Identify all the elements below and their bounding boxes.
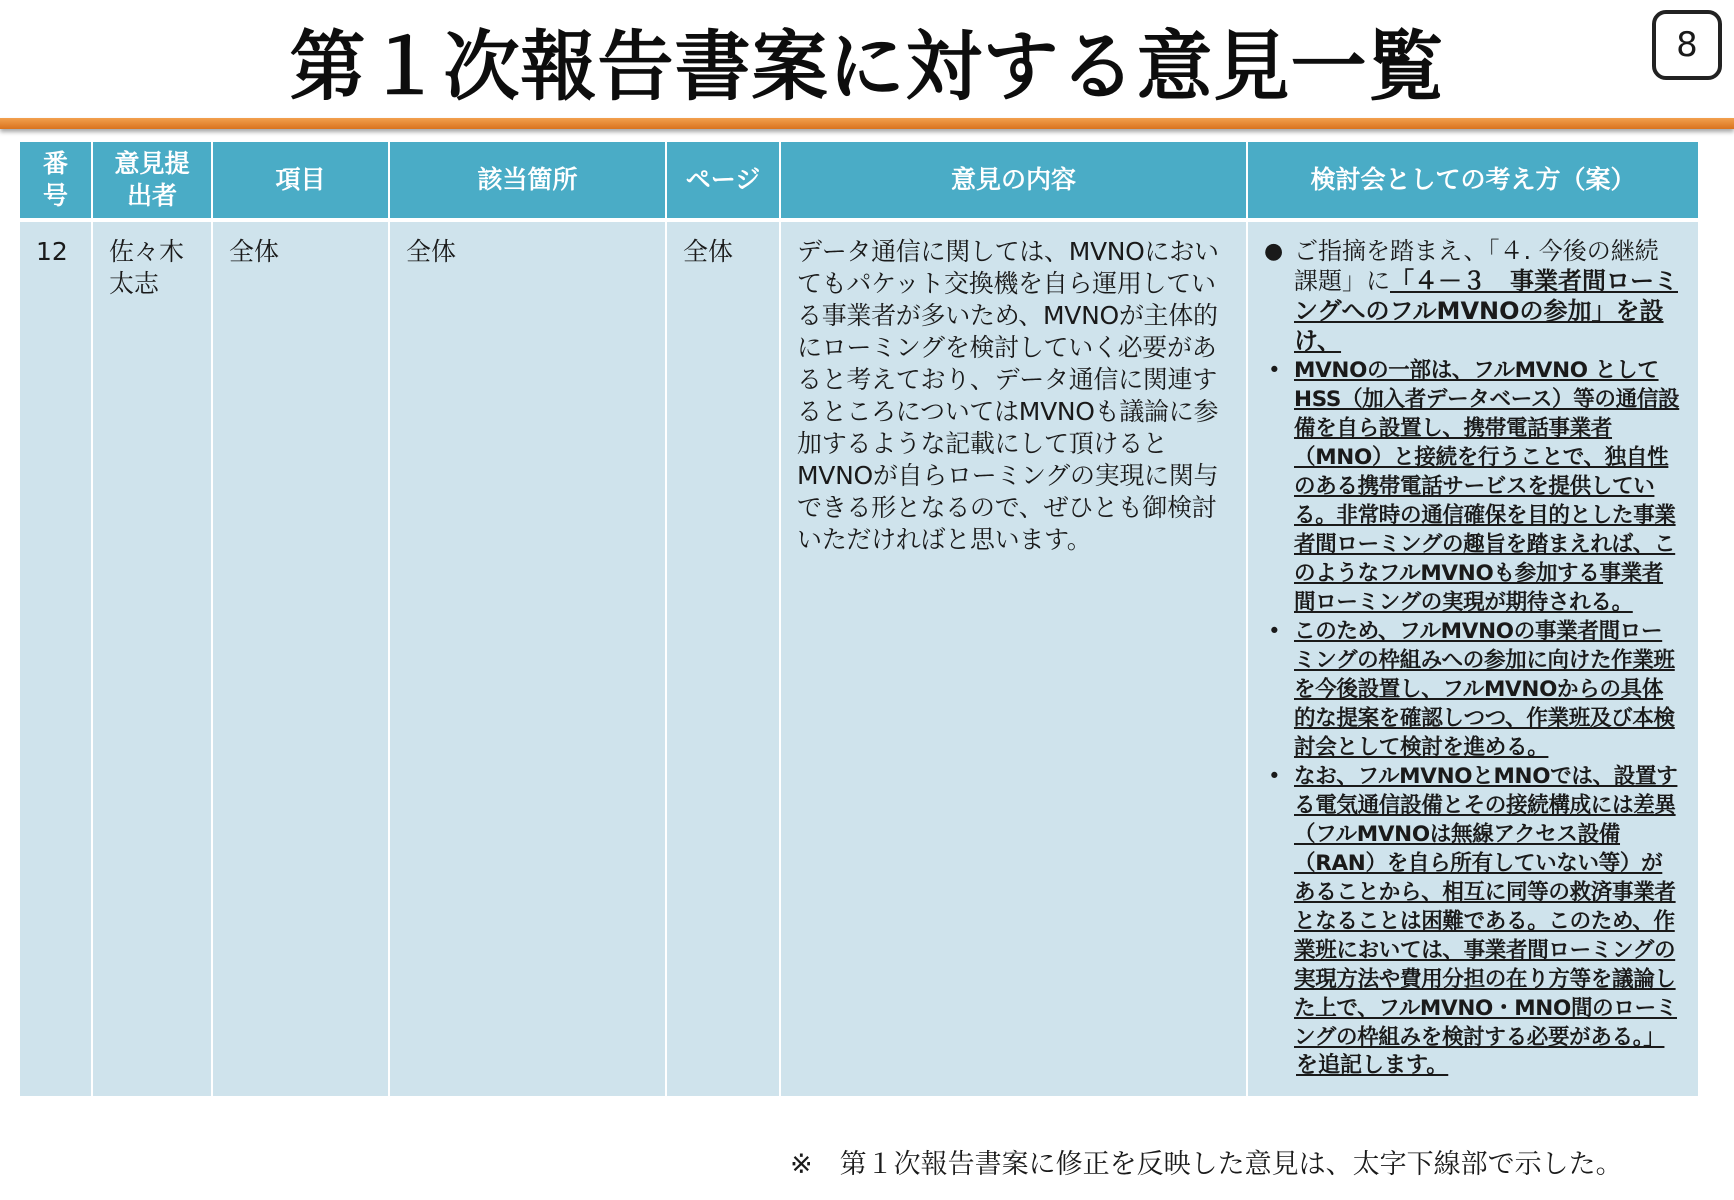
page-title: 第１次報告書案に対する意見一覧 [289,22,1445,111]
bullet-icon: • [1268,764,1281,789]
list-item [1264,762,1682,1052]
cell-page: 全体 [666,220,780,1096]
header-number [19,142,92,220]
response-intro [1264,236,1682,356]
response-intro-text: ご指摘を踏まえ、「４. 今後の継続課題」に [1294,237,1659,295]
header-number-label: 番号 [42,149,68,210]
response-closing: を追記します。 [1296,1053,1449,1078]
cell-submitter [92,220,212,1096]
cell-response [1247,220,1699,1096]
list-item [1264,617,1682,762]
submitter-name: 佐々木太志 [109,237,185,298]
cell-location: 全体 [389,220,666,1096]
response-intro-emphasis: 「４－３ 事業者間ローミングへのフルMVNOの参加」を設け、 [1294,267,1678,355]
header-item: 項目 [212,142,389,220]
table-header-row [19,142,1699,220]
response-point-text: このため、フルMVNOの事業者間ローミングの枠組みへの参加に向けた作業班を今後設置し、フルMVNOからの具体的な提案を確認しつつ、作業班及び本検討会として検討を進める。 [1294,619,1675,760]
cell-item: 全体 [212,220,389,1096]
table-row [19,220,1699,1096]
response-points [1264,356,1682,1052]
header-submitter [92,142,212,220]
title-divider [0,118,1734,129]
bullet-icon: • [1268,358,1281,383]
header-response: 検討会としての考え方（案） [1247,142,1699,220]
header-page: ページ [666,142,780,220]
header-submitter-label: 意見提出者 [114,149,190,210]
header-location: 該当箇所 [389,142,666,220]
response-point-text: なお、フルMVNOとMNOでは、設置する電気通信設備とその接続構成には差異（フルMVNOは無線アクセス設備（RAN）を自ら所有していない等）があることから、相互に同等の救済事業者となることは困難である。このため、作業班においては、事業者間ローミングの実現方法や費用分担の在り方等を議論した上で、フルMVNO・MNO間のローミングの枠組みを検討する必要がある。」 [1294,764,1678,1050]
response-point-text: MVNOの一部は、フルMVNO として HSS（加入者データベース）等の通信設備を自ら設置し、携帯電話事業者（MNO）と接続を行うことで、独自性のある携帯電話サービスを提供している。非常時の通信確保を目的とした事業者間ローミングの趣旨を踏まえれば、このようなフルMVNOも参加する事業者間ローミングの実現が期待される。 [1294,358,1680,615]
bullet-dot-icon: ● [1264,239,1284,264]
list-item [1264,356,1682,617]
cell-number: 12 [19,220,92,1096]
page-number-badge: 8 [1652,10,1722,80]
header-content: 意見の内容 [780,142,1247,220]
opinion-table [18,142,1700,1096]
cell-content: データ通信に関しては、MVNOにおいてもパケット交換機を自ら運用している事業者が多いため、MVNOが主体的にローミングを検討していく必要があると考えており、データ通信に関連するところについてはMVNOも議論に参加するような記載にして頂けるとMVNOが自らローミングの実現に関与できる形となるので、ぜひとも御検討いただければと思います。 [780,220,1247,1096]
bullet-icon: • [1268,619,1281,644]
footnote: ※ 第１次報告書案に修正を反映した意見は、太字下線部で示した。 [790,1149,1623,1180]
